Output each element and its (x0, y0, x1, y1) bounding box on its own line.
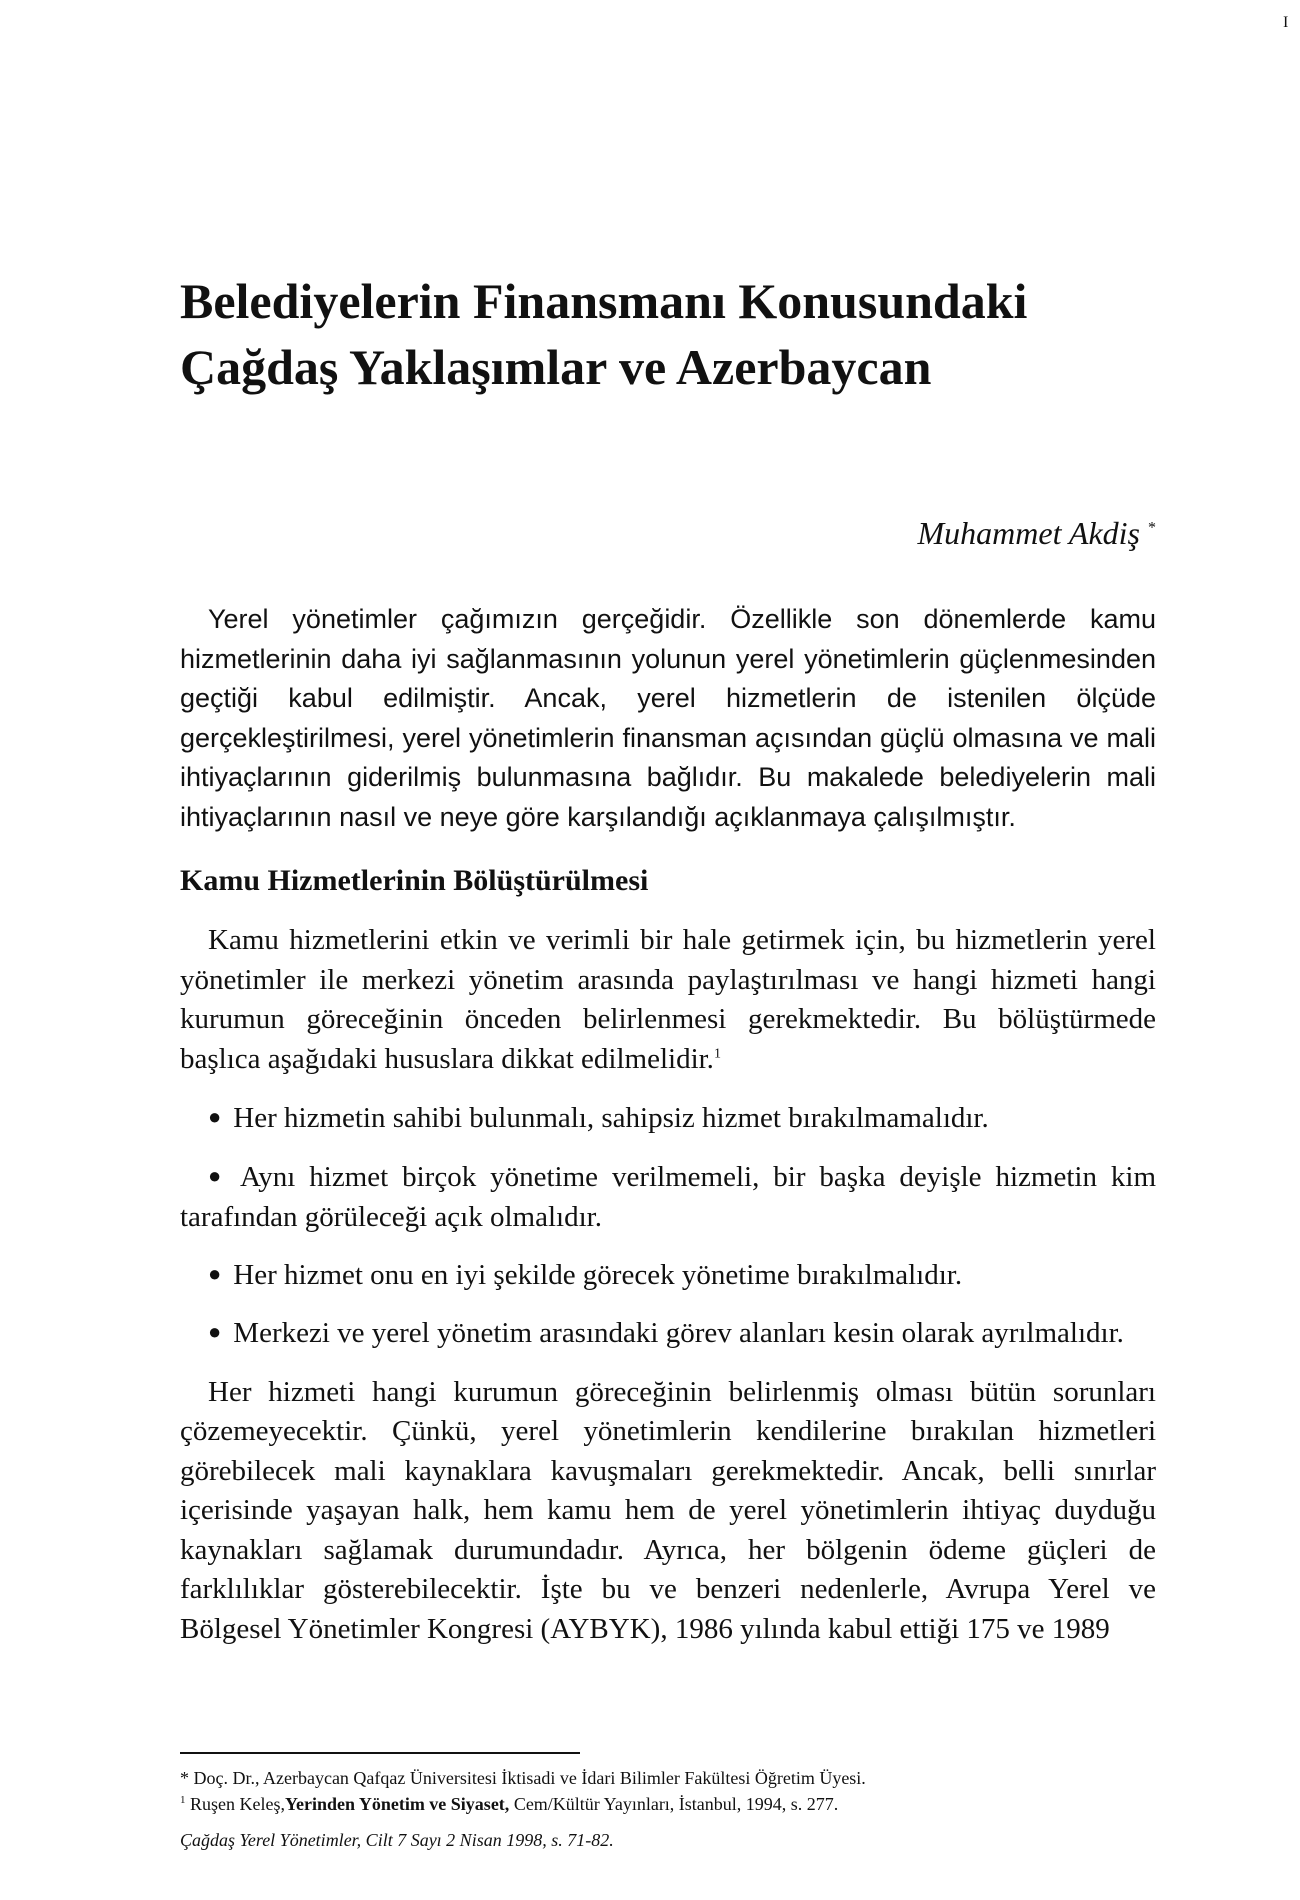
footnote-1 (180, 1791, 1156, 1817)
corner-mark: I (1283, 14, 1289, 31)
bullet-text: Her hizmet onu en iyi şekilde görecek yönetime bırakılmalıdır. (233, 1258, 963, 1291)
bullet-icon: ● (208, 1260, 222, 1286)
article-body (180, 600, 1156, 1649)
bullet-list (180, 1099, 1156, 1355)
section-paragraph-2: Her hizmeti hangi kurumun göreceğinin belirlenmiş olması bütün sorunları çözemeyecektir. Çünkü, yerel yönetimlerin kendilerine bırakılan hizmetleri görebilecek mali kaynaklara kavuşmaları gerekmektedir. Ancak, belli sınırlar içerisinde yaşayan halk, hem kamu hem de yerel yönetimlerin ihtiyaç duyduğu kaynakları sağlamak durumundadır. Ayrıca, her bölgenin ödeme güçleri de farklılıklar gösterebilecektir. İşte bu ve benzeri nedenlerle, Avrupa Yerel ve Bölgesel Yönetimler Kongresi (AYBYK), 1986 yılında kabul ettiği 175 ve 1989 (180, 1375, 1156, 1645)
author-footnote-mark: * (1148, 519, 1156, 537)
journal-citation: Çağdaş Yerel Yönetimler, Cilt 7 Sayı 2 Nisan 1998, s. 71-82. (180, 1830, 614, 1850)
footnotes (180, 1765, 1156, 1817)
footnote-1-author: Ruşen Keleş, (185, 1794, 285, 1814)
bullet-icon: ● (208, 1162, 228, 1188)
footnote-1-number: 1 (180, 1794, 186, 1806)
bullet-text: Aynı hizmet birçok yönetime verilmemeli, bir başka deyişle hizmetin kim tarafından görüleceği açık olmalıdır. (180, 1160, 1156, 1233)
section-paragraph-1-text: Kamu hizmetlerini etkin ve verimli bir hale getirmek için, bu hizmetlerin yerel yönetimler ile merkezi yönetim arasında paylaştırılması ve hangi hizmeti hangi kurumun göreceğinin önceden belirlenmesi gerekmektedir. Bu bölüştürmede başlıca aşağıdaki hususlara dikkat edilmelidir. (180, 924, 1156, 1075)
bullet-item (180, 1158, 1156, 1238)
bullet-icon: ● (208, 1319, 222, 1344)
footnote-ref-1: 1 (713, 1045, 721, 1061)
bullet-text: Her hizmetin sahibi bulunmalı, sahipsiz hizmet bırakılmamalıdır. (233, 1102, 989, 1134)
intro-paragraph: Yerel yönetimler çağımızın gerçeğidir. Özellikle son dönemlerde kamu hizmetlerinin daha iyi sağlanmasının yolunun yerel yönetimlerin güçlenmesinden geçtiği kabul edilmiştir. Ancak, yerel hizmetlerin de istenilen ölçüde gerçekleştirilmesi, yerel yönetimlerin finansman açısından güçlü olmasına ve mali ihtiyaçlarının giderilmiş bulunmasına bağlıdır. Bu makalede belediyelerin mali ihtiyaçlarının nasıl ve neye göre karşılandığı açıklanmaya çalışılmıştır. (180, 604, 1156, 832)
author-name: Muhammet Akdiş (917, 515, 1140, 551)
bullet-item (180, 1314, 1156, 1355)
section-paragraph-1 (180, 921, 1156, 1079)
title-line-2: Çağdaş Yaklaşımlar ve Azerbaycan (180, 339, 932, 395)
footnote-1-details: Cem/Kültür Yayınları, İstanbul, 1994, s. 277. (509, 1794, 839, 1814)
footnote-star: * Doç. Dr., Azerbaycan Qafqaz Üniversitesi İktisadi ve İdari Bilimler Fakültesi Öğretim Üyesi. (180, 1768, 866, 1788)
footnote-1-title: Yerinden Yönetim ve Siyaset, (284, 1794, 510, 1814)
article-title (180, 268, 1140, 400)
section-heading: Kamu Hizmetlerinin Bölüştürülmesi (180, 864, 649, 897)
bullet-text: Merkezi ve yerel yönetim arasındaki görev alanları kesin olarak ayrılmalıdır. (233, 1317, 1124, 1349)
bullet-icon: ● (208, 1104, 222, 1129)
title-line-1: Belediyelerin Finansmanı Konusundaki (180, 273, 1028, 329)
bullet-item (180, 1256, 1156, 1297)
author-byline (560, 515, 1156, 552)
bullet-item (180, 1099, 1156, 1140)
footnote-divider (180, 1752, 580, 1754)
